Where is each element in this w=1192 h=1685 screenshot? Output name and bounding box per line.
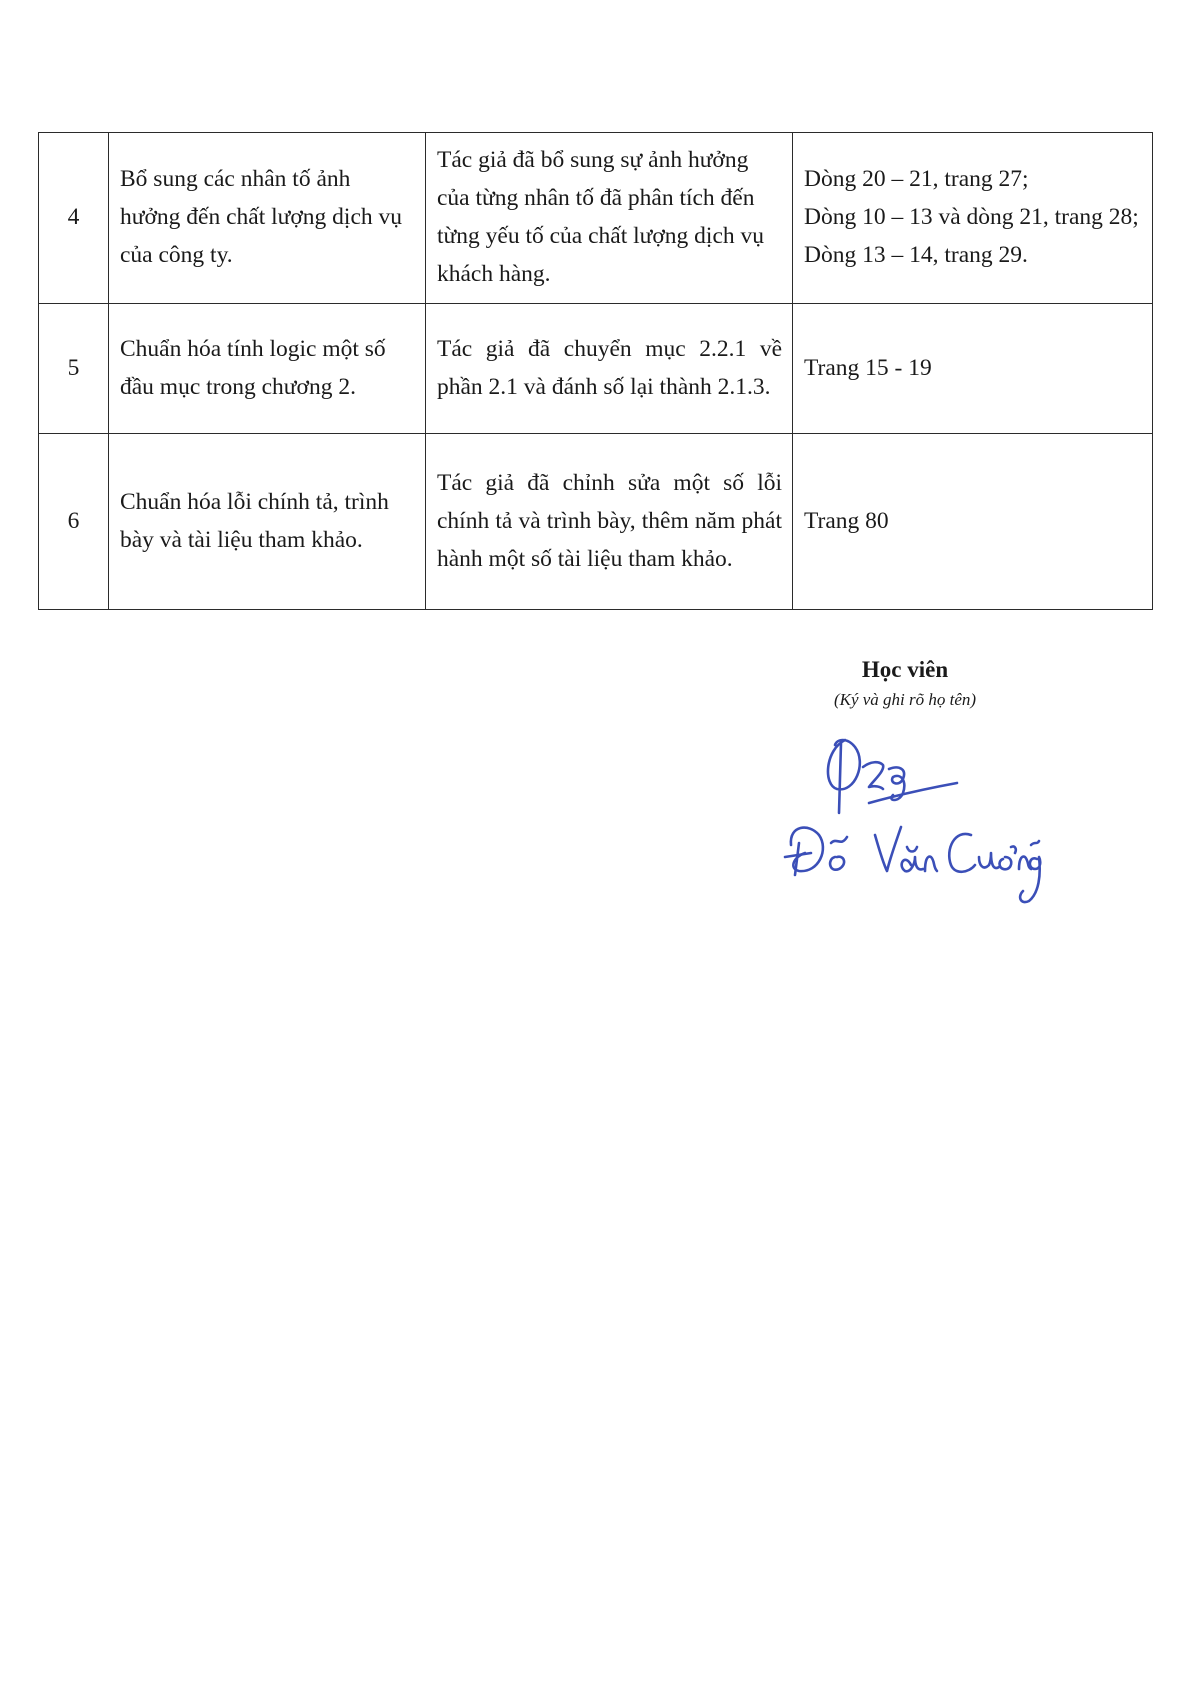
location-cell bbox=[793, 133, 1153, 304]
table-row bbox=[39, 133, 1153, 304]
request-cell: Bổ sung các nhân tố ảnh hưởng đến chất lượng dịch vụ của công ty. bbox=[109, 133, 426, 304]
signature-block bbox=[740, 655, 1070, 713]
location-line: Trang 15 - 19 bbox=[804, 354, 932, 381]
row-number: 5 bbox=[39, 304, 109, 434]
signer-role: Học viên bbox=[861, 657, 949, 682]
signature-note: (Ký và ghi rõ họ tên) bbox=[833, 690, 977, 709]
row-number: 6 bbox=[39, 434, 109, 610]
response-cell: Tác giả đã bổ sung sự ảnh hưởng của từng nhân tố đã phân tích đến từng yếu tố của chất lượng dịch vụ khách hàng. bbox=[426, 133, 793, 304]
location-line: Dòng 20 – 21, trang 27; bbox=[804, 166, 1029, 192]
response-cell: Tác giả đã chỉnh sửa một số lỗi chính tả và trình bày, thêm năm phát hành một số tài liệu tham khảo. bbox=[426, 434, 793, 610]
location-line: Dòng 13 – 14, trang 29. bbox=[804, 242, 1028, 268]
request-cell: Chuẩn hóa lỗi chính tả, trình bày và tài liệu tham khảo. bbox=[109, 434, 426, 610]
location-cell bbox=[793, 304, 1153, 434]
table-row bbox=[39, 304, 1153, 434]
location-line: Dòng 10 – 13 và dòng 21, trang 28; bbox=[804, 204, 1139, 230]
revision-table bbox=[38, 132, 1153, 610]
handwritten-signature bbox=[775, 725, 1045, 915]
request-cell: Chuẩn hóa tính logic một số đầu mục trong chương 2. bbox=[109, 304, 426, 434]
table-row bbox=[39, 434, 1153, 610]
location-cell bbox=[793, 434, 1153, 610]
response-cell: Tác giả đã chuyển mục 2.2.1 về phần 2.1 và đánh số lại thành 2.1.3. bbox=[426, 304, 793, 434]
row-number: 4 bbox=[39, 133, 109, 304]
location-line: Trang 80 bbox=[804, 507, 889, 534]
